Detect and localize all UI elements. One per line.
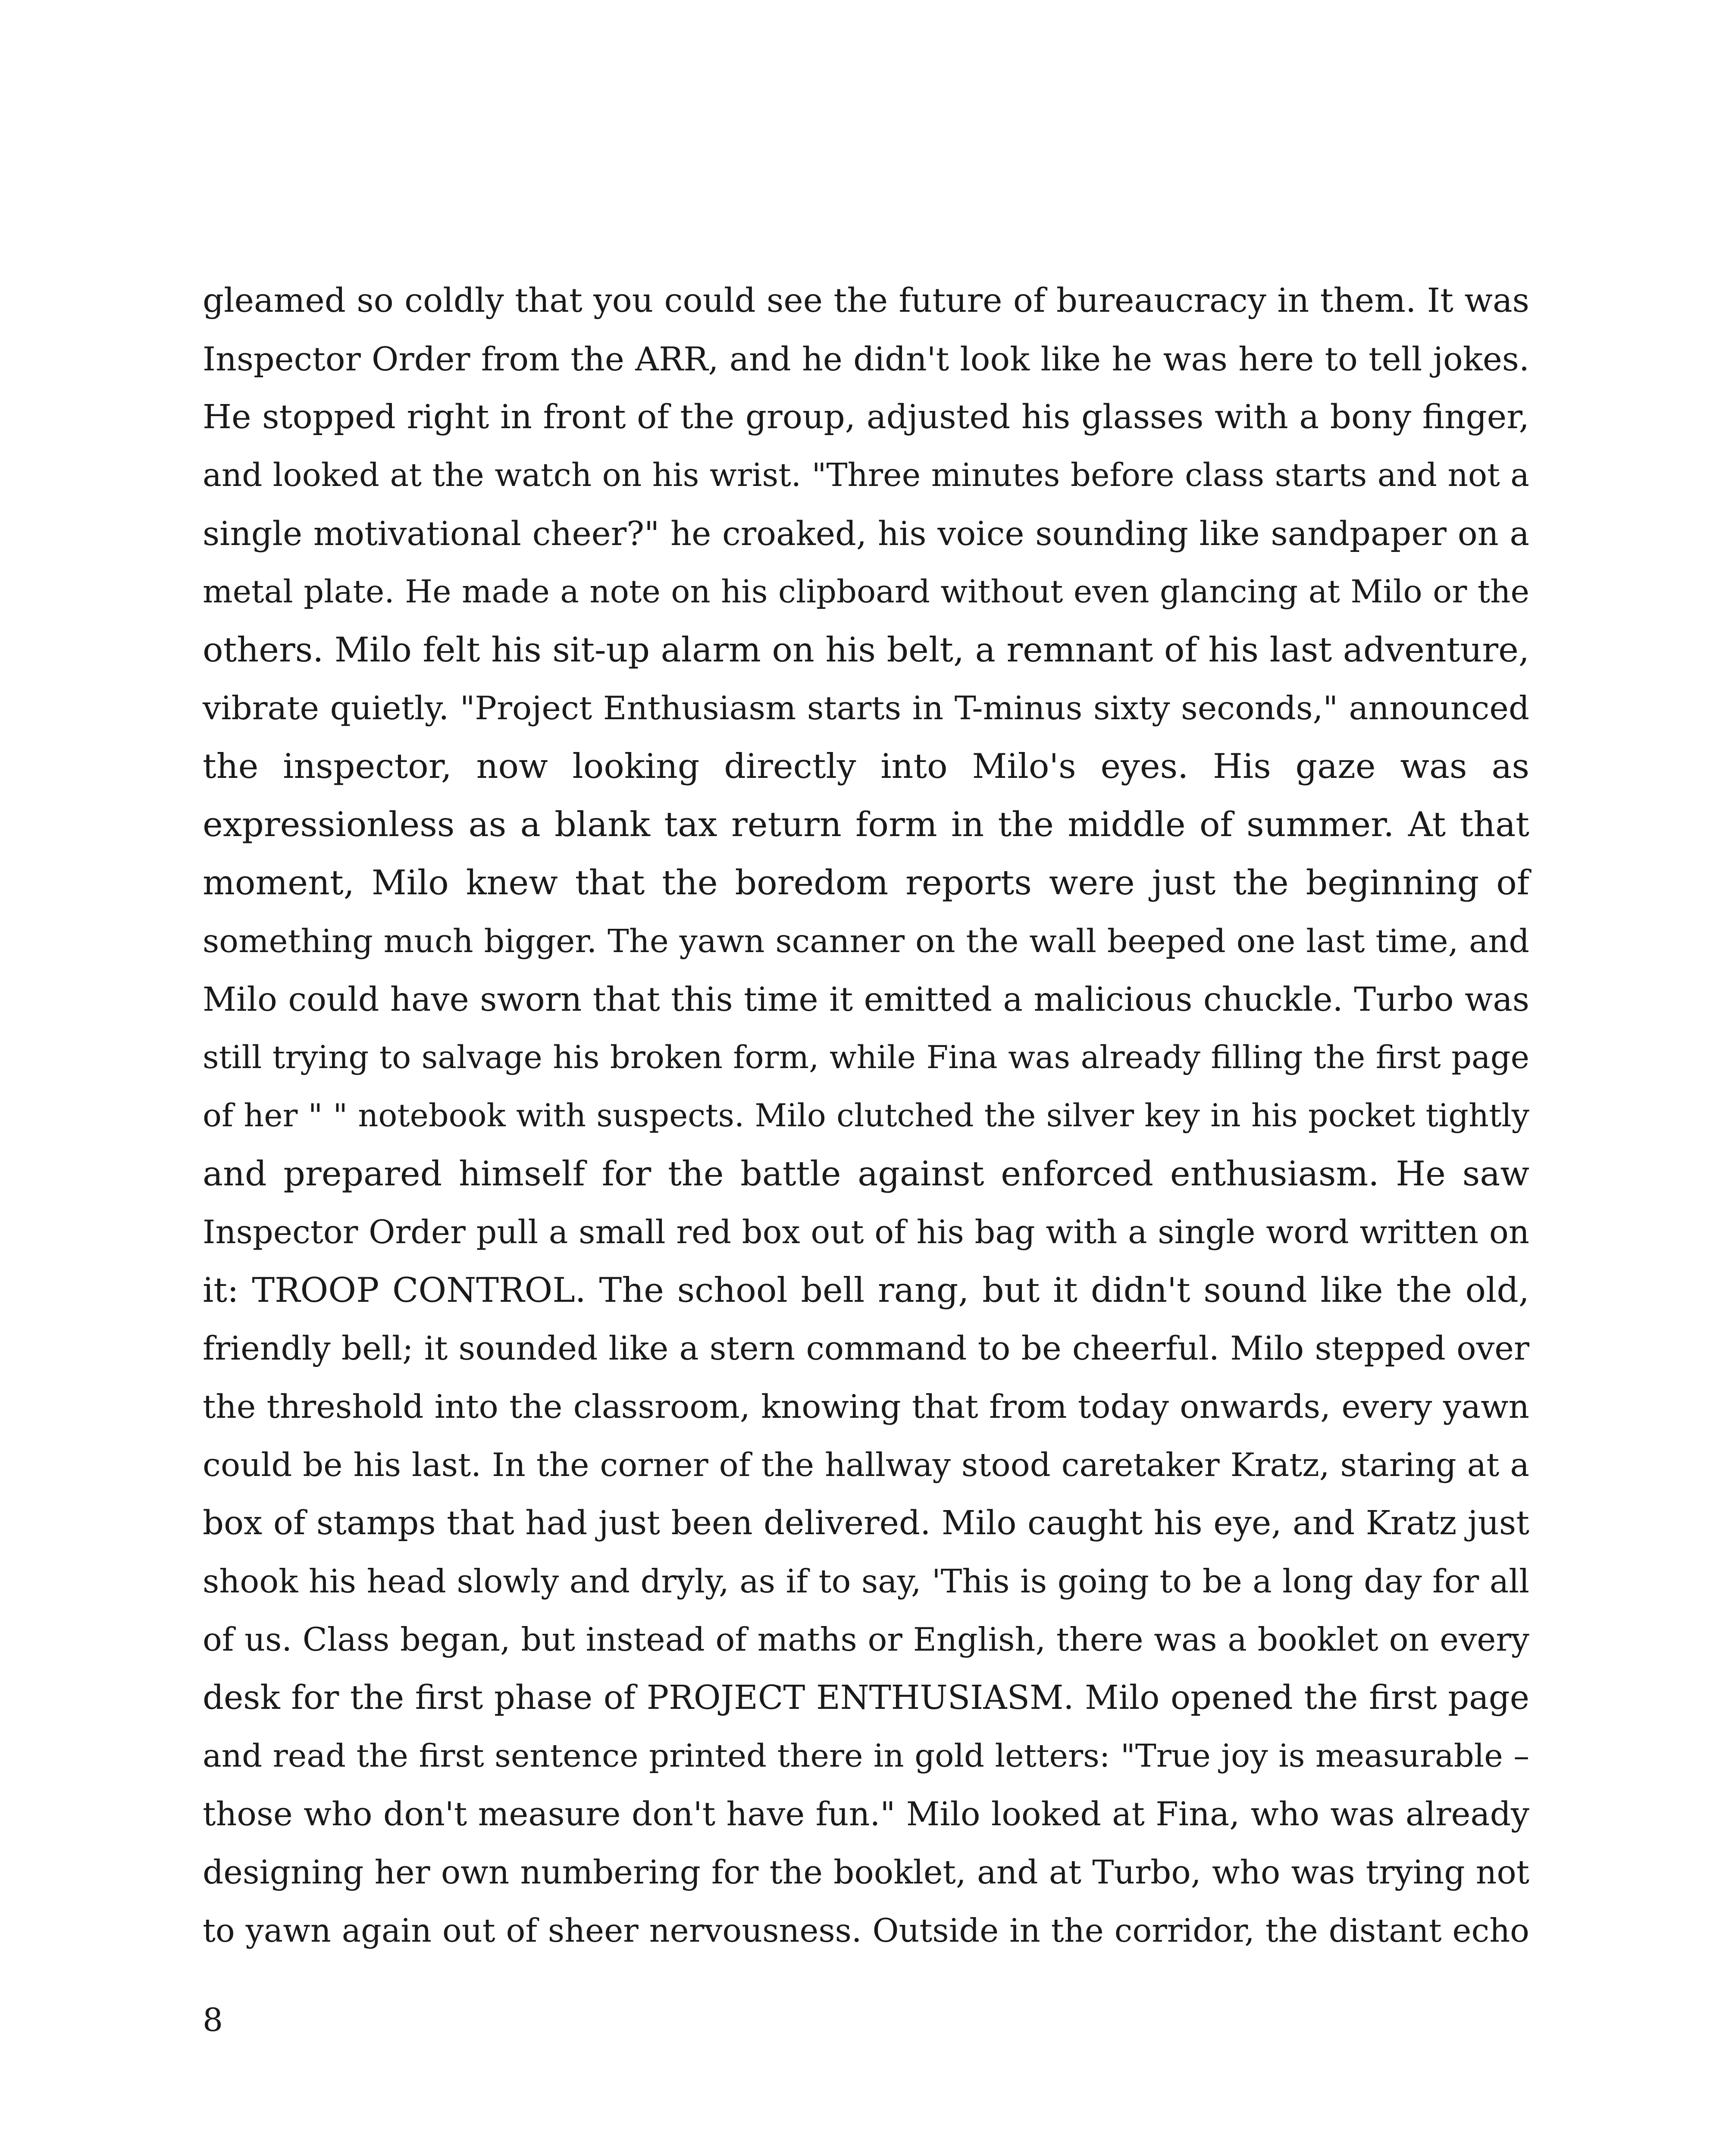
text-line: Inspector Order pull a small red box out of his bag with a single word written on	[203, 1213, 1529, 1251]
text-line: shook his head slowly and dryly, as if to say, 'This is going to be a long day for all	[203, 1563, 1529, 1600]
text-line: to yawn again out of sheer nervousness. Outside in the corridor, the distant echo	[203, 1912, 1529, 1949]
text-line: designing her own numbering for the booklet, and at Turbo, who was trying not	[203, 1853, 1529, 1891]
text-line: could be his last. In the corner of the hallway stood caretaker Kratz, staring at a	[203, 1446, 1529, 1484]
text-line: friendly bell; it sounded like a stern command to be cheerful. Milo stepped over	[203, 1329, 1529, 1367]
text-line: something much bigger. The yawn scanner on the wall beeped one last time, and	[203, 922, 1529, 960]
text-line: vibrate quietly. "Project Enthusiasm starts in T-minus sixty seconds," announced	[203, 689, 1529, 727]
text-line: Milo could have sworn that this time it emitted a malicious chuckle. Turbo was	[203, 980, 1529, 1018]
text-line: box of stamps that had just been delivered. Milo caught his eye, and Kratz just	[203, 1504, 1529, 1542]
text-line: those who don't measure don't have fun." Milo looked at Fina, who was already	[203, 1795, 1529, 1833]
text-line: the threshold into the classroom, knowing that from today onwards, every yawn	[203, 1388, 1529, 1426]
text-line: and read the first sentence printed there in gold letters: "True joy is measurable –	[203, 1738, 1529, 1774]
text-line: others. Milo felt his sit-up alarm on his belt, a remnant of his last adventure,	[203, 630, 1529, 670]
text-line: and prepared himself for the battle against enforced enthusiasm. He saw	[203, 1154, 1529, 1194]
text-line: single motivational cheer?" he croaked, his voice sounding like sandpaper on a	[203, 514, 1529, 553]
text-line: metal plate. He made a note on his clipboard without even glancing at Milo or the	[203, 573, 1529, 610]
text-line: gleamed so coldly that you could see the future of bureaucracy in them. It was	[203, 282, 1529, 320]
text-line: Inspector Order from the ARR, and he didn't look like he was here to tell jokes.	[203, 340, 1529, 378]
text-line: it: TROOP CONTROL. The school bell rang, but it didn't sound like the old,	[203, 1270, 1529, 1310]
text-line: moment, Milo knew that the boredom reports were just the beginning of	[203, 863, 1529, 903]
text-line: of us. Class began, but instead of maths or English, there was a booklet on every	[203, 1621, 1529, 1658]
text-line: still trying to salvage his broken form, while Fina was already filling the first page	[203, 1039, 1529, 1076]
text-line: expressionless as a blank tax return form in the middle of summer. At that	[203, 805, 1529, 844]
text-line: the inspector, now looking directly into Milo's eyes. His gaze was as	[203, 746, 1529, 786]
body-text	[203, 272, 1529, 1960]
text-line: of her " " notebook with suspects. Milo clutched the silver key in his pocket tightly	[203, 1097, 1529, 1134]
page-number: 8	[203, 2002, 223, 2039]
text-line: He stopped right in front of the group, adjusted his glasses with a bony finger,	[203, 398, 1529, 436]
text-line: desk for the first phase of PROJECT ENTHUSIASM. Milo opened the first page	[203, 1679, 1529, 1717]
text-line: and looked at the watch on his wrist. "Three minutes before class starts and not a	[203, 457, 1529, 494]
